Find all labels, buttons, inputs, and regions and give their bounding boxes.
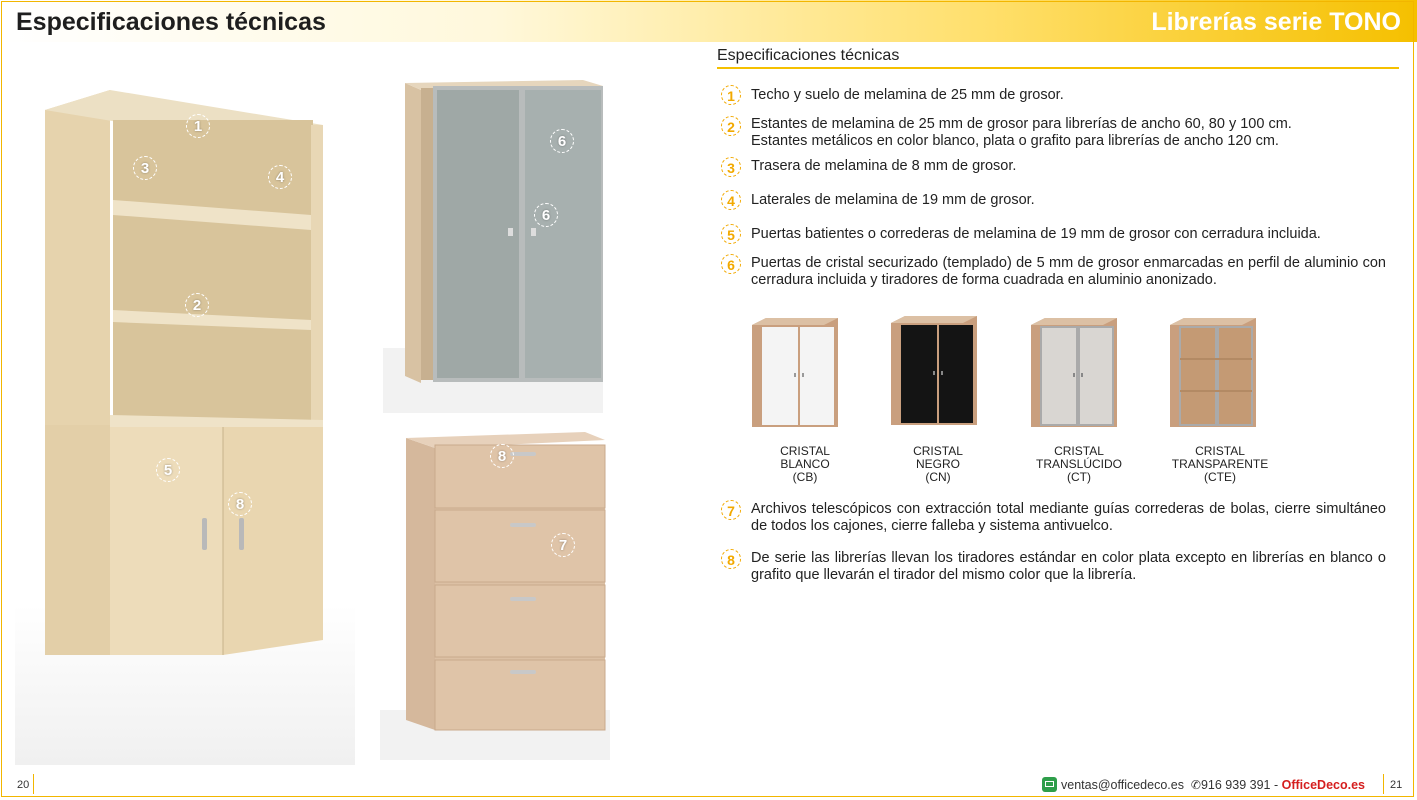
page-title: Especificaciones técnicas [16, 8, 326, 36]
phone-number[interactable]: 916 939 391 [1200, 778, 1271, 792]
swatch-color: TRANSPARENTE [1171, 457, 1269, 471]
swatch-color: TRANSLÚCIDO [1035, 457, 1122, 471]
spec-number: 7 [721, 500, 741, 520]
spec-item [721, 190, 1391, 210]
spec-item [721, 85, 1391, 105]
swatch-cristal-translucido [1027, 315, 1121, 433]
glass-cabinet-image [383, 78, 603, 413]
swatch-cristal-transparente [1166, 315, 1260, 433]
callout-badge: 8 [490, 444, 514, 468]
footer-separator: - [1273, 778, 1279, 792]
spec-line: Trasera de melamina de 8 mm de grosor. [751, 158, 1017, 174]
spec-text [751, 226, 1386, 243]
spec-line: Estantes de melamina de 25 mm de grosor para librerías de ancho 60, 80 y 100 cm. [751, 116, 1292, 132]
spec-text [751, 192, 1386, 209]
spec-number: 2 [721, 116, 741, 136]
section-title: Especificaciones técnicas [717, 47, 900, 64]
swatch-code: (CN) [925, 470, 951, 484]
callout-badge: 5 [156, 458, 180, 482]
swatch-label-cb [750, 445, 860, 484]
callout-badge: 7 [551, 533, 575, 557]
series-title: Librerías serie TONO [1151, 8, 1401, 36]
callout-badge: 2 [185, 293, 209, 317]
spec-item [721, 500, 1391, 536]
swatch-name: CRISTAL [913, 444, 963, 458]
swatch-cristal-negro [887, 313, 981, 431]
footer-divider [1383, 774, 1384, 794]
spec-number: 5 [721, 224, 741, 244]
spec-line: Laterales de melamina de 19 mm de grosor. [751, 192, 1035, 208]
spec-text [751, 87, 1386, 104]
swatch-name: CRISTAL [1054, 444, 1104, 458]
spec-number: 1 [721, 85, 741, 105]
swatch-color: BLANCO [780, 457, 830, 471]
callout-badge: 1 [186, 114, 210, 138]
spec-line: Techo y suelo de melamina de 25 mm de grosor. [751, 87, 1064, 103]
callout-badge: 6 [534, 203, 558, 227]
bookcase-image [15, 85, 355, 765]
swatch-code: (CTE) [1204, 470, 1236, 484]
spec-text: Puertas de cristal securizado (templado) de 5 mm de grosor enmarcadas en perfil de aluminio con cerradura incluida y tiradores de forma cuadrada en aluminio anonizado. [751, 255, 1386, 288]
callout-badge: 3 [133, 156, 157, 180]
mail-icon [1042, 777, 1057, 792]
page-number-right: 21 [1390, 779, 1403, 791]
drawer-cabinet-image [380, 430, 610, 760]
spec-text: De serie las librerías llevan los tiradores estándar en color plata excepto en librerías en blanco o grafito que llevarán el tirador del mismo color que la librería. [751, 550, 1386, 583]
section-divider [717, 67, 1399, 69]
footer-divider [33, 774, 34, 794]
spec-number: 8 [721, 549, 741, 569]
spec-number: 6 [721, 254, 741, 274]
callout-badge: 8 [228, 492, 252, 516]
footer-contact [1042, 777, 1365, 792]
spec-text [751, 116, 1386, 150]
swatch-cristal-blanco [748, 315, 842, 433]
spec-item [721, 224, 1391, 244]
swatch-label-cte [1165, 445, 1275, 484]
swatch-name: CRISTAL [1195, 444, 1245, 458]
spec-item [721, 254, 1391, 290]
spec-text [751, 158, 1386, 175]
callout-badge: 6 [550, 129, 574, 153]
swatch-code: (CT) [1067, 470, 1091, 484]
page-number-left: 20 [17, 779, 30, 791]
swatch-name: CRISTAL [780, 444, 830, 458]
swatch-code: (CB) [792, 470, 818, 484]
phone-icon: ✆ [1190, 778, 1201, 792]
spec-text: Archivos telescópicos con extracción total mediante guías correderas de bolas, cierre simultáneo de todos los cajones, cierre falleba y sistema antivuelco. [751, 501, 1386, 534]
swatch-label-ct [1024, 445, 1134, 484]
spec-line: Puertas batientes o correderas de melamina de 19 mm de grosor con cerradura incluida. [751, 226, 1321, 242]
email-link[interactable]: ventas@officedeco.es [1061, 778, 1184, 792]
swatch-color: NEGRO [915, 457, 960, 471]
swatch-label-cn [883, 445, 993, 484]
spec-number: 3 [721, 157, 741, 177]
callout-badge: 4 [268, 165, 292, 189]
brand-link[interactable]: OfficeDeco.es [1281, 778, 1365, 792]
spec-line: Estantes metálicos en color blanco, plata o grafito para librerías de ancho 120 cm. [751, 133, 1279, 149]
spec-number: 4 [721, 190, 741, 210]
spec-item [721, 116, 1391, 152]
spec-item [721, 549, 1391, 585]
spec-item [721, 157, 1391, 177]
